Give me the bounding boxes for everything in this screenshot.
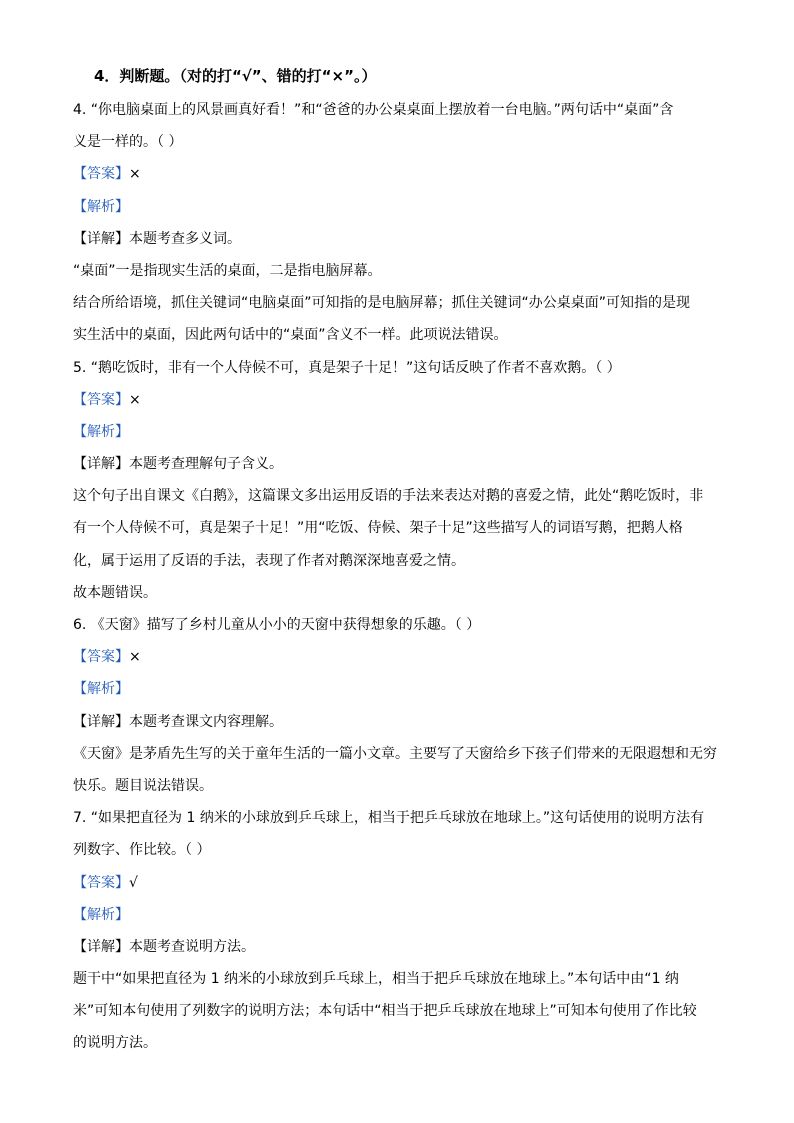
text-line	[73, 965, 733, 997]
line-text: 【详解】本题考查说明方法。	[73, 938, 255, 955]
text-line	[73, 289, 733, 321]
text-line	[73, 772, 733, 804]
line-text: 7. “如果把直径为 1 纳米的小球放到乒乓球上，相当于把乒乓球放在地球上。”这句话使用的说明方法有	[73, 810, 705, 827]
text-line	[73, 804, 733, 836]
line-text: 题干中“如果把直径为 1 纳米的小球放到乒乓球上，相当于把乒乓球放在地球上。”本句话中由“1 纳	[73, 971, 679, 988]
section-heading: 4．判断题。（对的打“√”、错的打“×”。）	[94, 67, 377, 85]
label-tag: 【答案】	[73, 874, 129, 891]
text-line	[73, 321, 733, 353]
answer-line	[73, 386, 733, 418]
text-line	[73, 547, 733, 579]
line-text: 5. “鹅吃饭时，非有一个人侍候不可，真是架子十足！”这句话反映了作者不喜欢鹅。（ ）	[73, 359, 621, 376]
answer-line	[73, 418, 733, 450]
text-line	[73, 1029, 733, 1061]
line-text: 实生活中的桌面，因此两句话中的“桌面”含义不一样。此项说法错误。	[73, 327, 508, 344]
text-line	[73, 96, 733, 128]
text-line	[73, 836, 733, 868]
line-text: 快乐。题目说法错误。	[73, 777, 213, 794]
text-line	[73, 482, 733, 514]
label-tag: 【答案】	[73, 166, 129, 183]
answer-line	[73, 160, 733, 192]
label-tag: 【解析】	[73, 423, 129, 440]
line-text: 【详解】本题考查多义词。	[73, 230, 241, 247]
label-tag: 【解析】	[73, 906, 129, 923]
text-line	[73, 225, 733, 257]
line-text: 列数字、作比较。（ ）	[73, 842, 211, 859]
line-text: 结合所给语境，抓住关键词“电脑桌面”可知指的是电脑屏幕；抓住关键词“办公桌桌面”可知指的是现	[73, 295, 691, 312]
line-text: 有一个人侍候不可，真是架子十足！”用“吃饭、侍候、架子十足”这些描写人的词语写鹅，把鹅人格	[73, 520, 683, 537]
line-text: ×	[129, 649, 141, 666]
line-text: 6. 《天窗》描写了乡村儿童从小小的天窗中获得想象的乐趣。（ ）	[73, 617, 481, 633]
line-text: 这个句子出自课文《白鹅》，这篇课文多出运用反语的手法来表达对鹅的喜爱之情，此处“鹅吃饭时，非	[73, 488, 704, 505]
label-tag: 【答案】	[73, 649, 129, 666]
answer-line	[73, 675, 733, 707]
text-line	[73, 579, 733, 611]
line-text: √	[129, 874, 138, 891]
line-text: 《天窗》是茅盾先生写的关于童年生活的一篇小文章。主要写了天窗给乡下孩子们带来的无限遐想和无穷	[73, 745, 717, 762]
text-line	[73, 997, 733, 1029]
label-tag: 【答案】	[73, 391, 129, 408]
text-line	[73, 708, 733, 740]
line-text: 义是一样的。（ ）	[73, 134, 183, 151]
line-text: 【详解】本题考查课文内容理解。	[73, 713, 283, 730]
answer-line	[73, 869, 733, 901]
line-text: ×	[129, 166, 141, 183]
text-line	[73, 354, 733, 386]
text-line	[73, 450, 733, 482]
text-line	[73, 128, 733, 160]
answer-line	[73, 643, 733, 675]
line-text: “桌面”一是指现实生活的桌面，二是指电脑屏幕。	[73, 262, 382, 279]
text-line	[73, 257, 733, 289]
answer-line	[73, 193, 733, 225]
label-tag: 【解析】	[73, 198, 129, 215]
text-line	[73, 740, 733, 772]
line-text: 化，属于运用了反语的手法，表现了作者对鹅深深地喜爱之情。	[73, 552, 465, 569]
line-text: ×	[129, 391, 141, 408]
text-line	[73, 933, 733, 965]
text-line	[73, 611, 733, 643]
line-text: 4. “你电脑桌面上的风景画真好看！”和“爸爸的办公桌桌面上摆放着一台电脑。”两句话中“桌面”含	[73, 102, 674, 118]
line-text: 【详解】本题考查理解句子含义。	[73, 456, 283, 473]
text-line	[73, 514, 733, 546]
label-tag: 【解析】	[73, 681, 129, 698]
line-text: 的说明方法。	[73, 1035, 157, 1052]
answer-line	[73, 901, 733, 933]
document-body	[73, 96, 733, 1062]
line-text: 故本题错误。	[73, 584, 157, 601]
line-text: 米”可知本句使用了列数字的说明方法；本句话中“相当于把乒乓球放在地球上”可知本句使用了作比较	[73, 1003, 697, 1020]
